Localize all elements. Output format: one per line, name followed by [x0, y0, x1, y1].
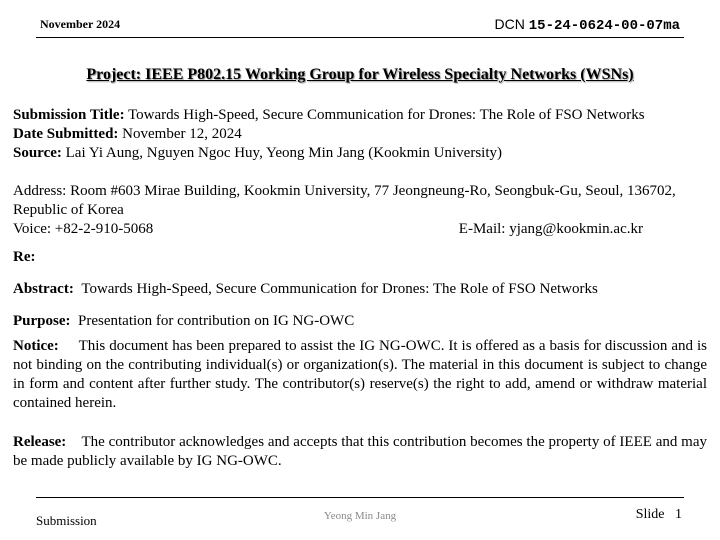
- voice-text: Voice: +82-2-910-5068: [13, 221, 154, 237]
- voice-email-row: [13, 220, 643, 239]
- notice-paragraph: [13, 337, 707, 413]
- re-label: Re:: [13, 249, 36, 265]
- purpose-line: [13, 312, 707, 331]
- date-submitted-label: Date Submitted:: [13, 126, 119, 142]
- footer-slide: [636, 507, 682, 523]
- source-value: Lai Yi Aung, Nguyen Ngoc Huy, Yeong Min Jang (Kookmin University): [65, 145, 503, 161]
- date-submitted-line: [13, 125, 707, 144]
- contact-block: [13, 182, 707, 239]
- submission-block: [13, 106, 707, 163]
- project-title: Project: IEEE P802.15 Working Group for Wireless Specialty Networks (WSNs): [86, 66, 634, 83]
- submission-title-line: [13, 106, 707, 125]
- notice-value: This document has been prepared to assist the IG NG-OWC. It is offered as a basis for discussion and is not binding on the contributing individual(s) or organization(s). The material in this document is subject to change in form and content after further study. The contributor(s) reserve(s) the right to add, amend or withdraw material contained herein.: [13, 338, 707, 411]
- footer-submission: Submission: [36, 513, 97, 528]
- notice-label: Notice:: [13, 338, 59, 354]
- purpose-label: Purpose:: [13, 313, 71, 329]
- purpose-value: Presentation for contribution on IG NG-OWC: [78, 313, 355, 329]
- date-submitted-value: November 12, 2024: [122, 126, 242, 142]
- header-date: November 2024: [40, 17, 121, 31]
- address-text: Address: Room #603 Mirae Building, Kookmin University, 77 Jeongneung-Ro, Seongbuk-Gu, Seoul, 136702, Republic of Korea: [13, 183, 676, 218]
- release-label: Release:: [13, 434, 67, 450]
- dcn-number: 15-24-0624-00-07ma: [528, 18, 680, 34]
- slide-number: 1: [675, 507, 682, 522]
- dcn-prefix: DCN: [494, 16, 525, 32]
- source-label: Source:: [13, 145, 62, 161]
- footer-author: Yeong Min Jang: [323, 510, 397, 522]
- footer-divider: [36, 497, 684, 498]
- release-paragraph: [13, 433, 707, 471]
- header-dcn: [495, 16, 680, 34]
- submission-title-label: Submission Title:: [13, 107, 125, 123]
- abstract-line: [13, 280, 707, 299]
- source-line: [13, 144, 707, 163]
- abstract-label: Abstract:: [13, 281, 74, 297]
- slide-label: Slide: [635, 507, 665, 522]
- email-text: E-Mail: yjang@kookmin.ac.kr: [458, 221, 643, 237]
- submission-title-value: Towards High-Speed, Secure Communication for Drones: The Role of FSO Networks: [128, 107, 645, 123]
- header-divider: [36, 37, 684, 38]
- abstract-value: Towards High-Speed, Secure Communication for Drones: The Role of FSO Networks: [81, 281, 598, 297]
- release-value: The contributor acknowledges and accepts that this contribution becomes the property of IEEE and may be made publicly available by IG NG-OWC.: [13, 434, 707, 469]
